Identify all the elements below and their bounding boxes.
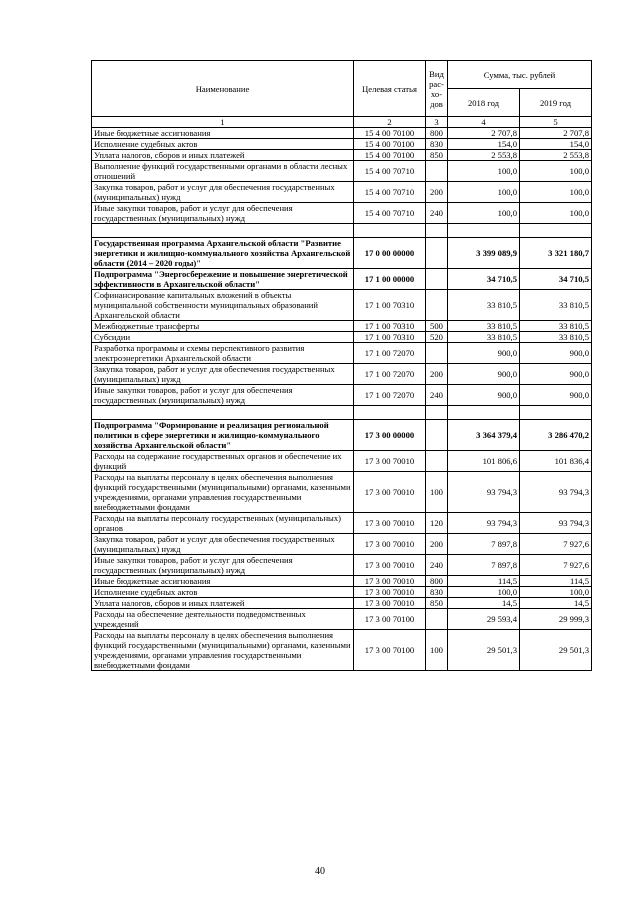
- col-number-5: 5: [520, 117, 592, 128]
- row-expense-kind: [426, 343, 448, 364]
- row-sum-2019: 900,0: [520, 364, 592, 385]
- row-sum-2018: 93 794,3: [448, 472, 520, 513]
- row-name: Софинансирование капитальных вложений в объекты муниципальной собственности муниципальных образований Архангельской области: [92, 290, 354, 321]
- row-target-article: 15 4 00 70710: [354, 182, 426, 203]
- row-name: Расходы на обеспечение деятельности подведомственных учреждений: [92, 609, 354, 630]
- row-name: Подпрограмма "Формирование и реализация региональной политики в сфере энергетики и жилищно-коммунального хозяйства Архангельской области": [92, 420, 354, 451]
- row-target-article: 15 4 00 70710: [354, 203, 426, 224]
- row-target-article: 17 3 00 70010: [354, 534, 426, 555]
- row-sum-2019: 34 710,5: [520, 269, 592, 290]
- row-expense-kind: 800: [426, 128, 448, 139]
- row-target-article: 17 3 00 70010: [354, 576, 426, 587]
- row-target-article: 17 1 00 00000: [354, 269, 426, 290]
- col-number-4: 4: [448, 117, 520, 128]
- row-sum-2018: 33 810,5: [448, 332, 520, 343]
- table-row: [92, 364, 592, 385]
- row-sum-2019: 93 794,3: [520, 513, 592, 534]
- row-target-article: 15 4 00 70100: [354, 128, 426, 139]
- row-target-article: 17 1 00 72070: [354, 343, 426, 364]
- row-sum-2018: 114,5: [448, 576, 520, 587]
- row-target-article: 17 3 00 70010: [354, 451, 426, 472]
- row-sum-2019: 900,0: [520, 385, 592, 406]
- page-number: 40: [315, 866, 325, 877]
- row-sum-2018: 14,5: [448, 598, 520, 609]
- row-target-article: 15 4 00 70710: [354, 161, 426, 182]
- row-name: Исполнение судебных актов: [92, 587, 354, 598]
- row-sum-2018: 100,0: [448, 182, 520, 203]
- row-name: Государственная программа Архангельской области "Развитие энергетики и жилищно-коммунального хозяйства Архангельской области (2014 – 2020 годы)": [92, 238, 354, 269]
- table-row: [92, 150, 592, 161]
- table-row: [92, 385, 592, 406]
- header-sum: Сумма, тыс. рублей: [448, 61, 592, 89]
- table-row: [92, 472, 592, 513]
- row-name: Расходы на выплаты персоналу в целях обеспечения выполнения функций государственными (муниципальными) органами, казенными учреждениями, органами управления государственными внебюджетными фондами: [92, 472, 354, 513]
- table-body: [92, 128, 592, 671]
- row-expense-kind: [426, 420, 448, 451]
- row-sum-2019: 33 810,5: [520, 290, 592, 321]
- empty-cell: [426, 406, 448, 420]
- table-row: [92, 576, 592, 587]
- row-sum-2019: 101 836,4: [520, 451, 592, 472]
- table-row: [92, 598, 592, 609]
- row-sum-2019: 29 999,3: [520, 609, 592, 630]
- row-expense-kind: 120: [426, 513, 448, 534]
- row-expense-kind: [426, 609, 448, 630]
- row-expense-kind: 850: [426, 598, 448, 609]
- row-sum-2019: 33 810,5: [520, 332, 592, 343]
- row-name: Иные закупки товаров, работ и услуг для обеспечения государственных (муниципальных) нужд: [92, 203, 354, 224]
- row-target-article: 17 3 00 00000: [354, 420, 426, 451]
- row-target-article: 17 1 00 70310: [354, 332, 426, 343]
- empty-cell: [520, 406, 592, 420]
- row-sum-2019: 2 707,8: [520, 128, 592, 139]
- table-row: [92, 555, 592, 576]
- spacer-row: [92, 224, 592, 238]
- table-row: [92, 321, 592, 332]
- budget-table: [91, 60, 592, 671]
- row-name: Иные бюджетные ассигнования: [92, 128, 354, 139]
- empty-cell: [448, 406, 520, 420]
- row-expense-kind: 500: [426, 321, 448, 332]
- empty-cell: [520, 224, 592, 238]
- row-sum-2018: 29 593,4: [448, 609, 520, 630]
- table-row: [92, 238, 592, 269]
- table-row: [92, 290, 592, 321]
- row-sum-2018: 33 810,5: [448, 290, 520, 321]
- header-2019: 2019 год: [520, 89, 592, 117]
- row-name: Закупка товаров, работ и услуг для обеспечения государственных (муниципальных) нужд: [92, 364, 354, 385]
- row-sum-2019: 100,0: [520, 587, 592, 598]
- row-sum-2018: 33 810,5: [448, 321, 520, 332]
- spacer-row: [92, 406, 592, 420]
- row-expense-kind: 240: [426, 203, 448, 224]
- row-name: Уплата налогов, сборов и иных платежей: [92, 598, 354, 609]
- header-name: Наименование: [92, 61, 354, 117]
- row-name: Разработка программы и схемы перспективного развития электроэнергетики Архангельской области: [92, 343, 354, 364]
- row-sum-2018: 100,0: [448, 203, 520, 224]
- row-target-article: 17 3 00 70100: [354, 609, 426, 630]
- row-sum-2018: 100,0: [448, 587, 520, 598]
- row-sum-2019: 100,0: [520, 161, 592, 182]
- row-sum-2019: 3 286 470,2: [520, 420, 592, 451]
- row-target-article: 17 1 00 70310: [354, 290, 426, 321]
- row-expense-kind: 830: [426, 587, 448, 598]
- row-expense-kind: 100: [426, 472, 448, 513]
- row-sum-2019: 100,0: [520, 203, 592, 224]
- row-sum-2019: 3 321 180,7: [520, 238, 592, 269]
- row-expense-kind: 830: [426, 139, 448, 150]
- empty-cell: [92, 406, 354, 420]
- row-sum-2018: 3 399 089,9: [448, 238, 520, 269]
- row-expense-kind: 240: [426, 555, 448, 576]
- col-number-2: 2: [354, 117, 426, 128]
- row-expense-kind: 800: [426, 576, 448, 587]
- row-expense-kind: 240: [426, 385, 448, 406]
- row-name: Закупка товаров, работ и услуг для обеспечения государственных (муниципальных) нужд: [92, 534, 354, 555]
- table-row: [92, 451, 592, 472]
- row-expense-kind: [426, 161, 448, 182]
- empty-cell: [354, 406, 426, 420]
- table-row: [92, 161, 592, 182]
- row-sum-2018: 101 806,6: [448, 451, 520, 472]
- row-expense-kind: 200: [426, 182, 448, 203]
- row-sum-2019: 154,0: [520, 139, 592, 150]
- row-target-article: 17 3 00 70010: [354, 555, 426, 576]
- row-expense-kind: [426, 290, 448, 321]
- row-sum-2019: 100,0: [520, 182, 592, 203]
- empty-cell: [448, 224, 520, 238]
- row-sum-2018: 900,0: [448, 343, 520, 364]
- row-name: Закупка товаров, работ и услуг для обеспечения государственных (муниципальных) нужд: [92, 182, 354, 203]
- row-sum-2018: 29 501,3: [448, 630, 520, 671]
- row-expense-kind: 100: [426, 630, 448, 671]
- row-target-article: 17 1 00 70310: [354, 321, 426, 332]
- row-name: Расходы на содержание государственных органов и обеспечение их функций: [92, 451, 354, 472]
- row-expense-kind: [426, 451, 448, 472]
- row-expense-kind: [426, 269, 448, 290]
- row-name: Иные бюджетные ассигнования: [92, 576, 354, 587]
- col-number-3: 3: [426, 117, 448, 128]
- row-sum-2018: 154,0: [448, 139, 520, 150]
- row-target-article: 17 1 00 72070: [354, 364, 426, 385]
- row-name: Подпрограмма "Энергосбережение и повышение энергетической эффективности в Архангельской области": [92, 269, 354, 290]
- row-sum-2019: 114,5: [520, 576, 592, 587]
- row-sum-2019: 2 553,8: [520, 150, 592, 161]
- table-row: [92, 587, 592, 598]
- empty-cell: [92, 224, 354, 238]
- row-target-article: 15 4 00 70100: [354, 139, 426, 150]
- table-row: [92, 630, 592, 671]
- col-number-1: 1: [92, 117, 354, 128]
- row-name: Иные закупки товаров, работ и услуг для обеспечения государственных (муниципальных) нужд: [92, 555, 354, 576]
- row-name: Межбюджетные трансферты: [92, 321, 354, 332]
- row-name: Расходы на выплаты персоналу в целях обеспечения выполнения функций государственными (муниципальными) органами, казенными учреждениями, органами управления государственными внебюджетными фондами: [92, 630, 354, 671]
- table-row: [92, 420, 592, 451]
- row-name: Выполнение функций государственными органами в области лесных отношений: [92, 161, 354, 182]
- table-row: [92, 609, 592, 630]
- row-sum-2018: 2 707,8: [448, 128, 520, 139]
- row-target-article: 17 0 00 00000: [354, 238, 426, 269]
- row-target-article: 17 3 00 70010: [354, 472, 426, 513]
- row-name: Иные закупки товаров, работ и услуг для обеспечения государственных (муниципальных) нужд: [92, 385, 354, 406]
- header-target-article: Целевая статья: [354, 61, 426, 117]
- row-sum-2019: 29 501,3: [520, 630, 592, 671]
- row-target-article: 17 3 00 70010: [354, 587, 426, 598]
- header-expense-kind: Вид рас-хо-дов: [426, 61, 448, 117]
- row-sum-2018: 100,0: [448, 161, 520, 182]
- table-row: [92, 513, 592, 534]
- row-sum-2019: 7 927,6: [520, 534, 592, 555]
- row-target-article: 17 1 00 72070: [354, 385, 426, 406]
- empty-cell: [354, 224, 426, 238]
- row-sum-2018: 7 897,8: [448, 555, 520, 576]
- row-sum-2019: 33 810,5: [520, 321, 592, 332]
- row-expense-kind: 200: [426, 534, 448, 555]
- row-name: Субсидии: [92, 332, 354, 343]
- row-sum-2018: 2 553,8: [448, 150, 520, 161]
- row-name: Уплата налогов, сборов и иных платежей: [92, 150, 354, 161]
- row-target-article: 15 4 00 70100: [354, 150, 426, 161]
- row-sum-2019: 7 927,6: [520, 555, 592, 576]
- row-name: Расходы на выплаты персоналу государственных (муниципальных) органов: [92, 513, 354, 534]
- row-target-article: 17 3 00 70100: [354, 630, 426, 671]
- row-sum-2019: 900,0: [520, 343, 592, 364]
- row-expense-kind: 850: [426, 150, 448, 161]
- row-sum-2018: 93 794,3: [448, 513, 520, 534]
- row-sum-2019: 93 794,3: [520, 472, 592, 513]
- table-row: [92, 343, 592, 364]
- row-sum-2018: 34 710,5: [448, 269, 520, 290]
- table-row: [92, 203, 592, 224]
- row-sum-2018: 900,0: [448, 364, 520, 385]
- row-target-article: 17 3 00 70010: [354, 598, 426, 609]
- row-name: Исполнение судебных актов: [92, 139, 354, 150]
- row-sum-2018: 7 897,8: [448, 534, 520, 555]
- table-row: [92, 182, 592, 203]
- row-expense-kind: 520: [426, 332, 448, 343]
- header-2018: 2018 год: [448, 89, 520, 117]
- row-expense-kind: [426, 238, 448, 269]
- table-row: [92, 128, 592, 139]
- table-row: [92, 269, 592, 290]
- row-sum-2018: 900,0: [448, 385, 520, 406]
- table-row: [92, 332, 592, 343]
- row-sum-2018: 3 364 379,4: [448, 420, 520, 451]
- table-row: [92, 139, 592, 150]
- row-expense-kind: 200: [426, 364, 448, 385]
- row-target-article: 17 3 00 70010: [354, 513, 426, 534]
- row-sum-2019: 14,5: [520, 598, 592, 609]
- table-row: [92, 534, 592, 555]
- empty-cell: [426, 224, 448, 238]
